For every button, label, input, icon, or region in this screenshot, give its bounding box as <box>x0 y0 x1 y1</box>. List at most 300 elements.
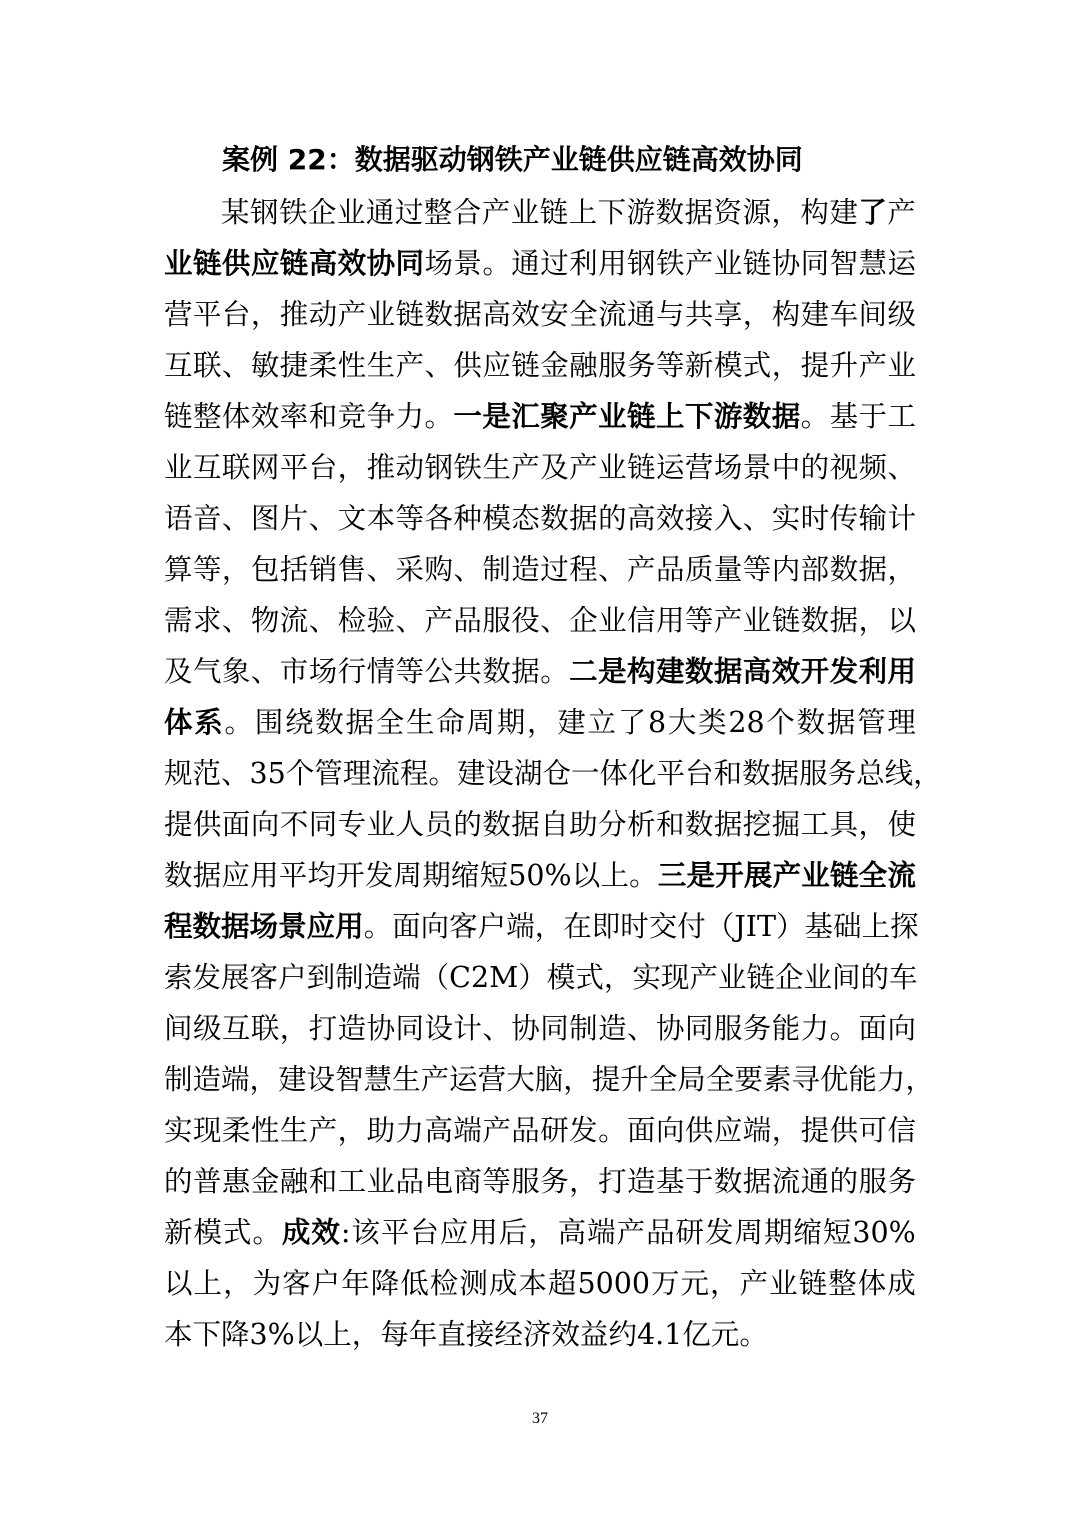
text-glyph: 数 <box>424 298 453 331</box>
text-glyph: 效 <box>551 1318 580 1351</box>
text-glyph: 升 <box>829 349 859 382</box>
text-glyph: 期 <box>763 1216 793 1249</box>
text-glyph: 提 <box>800 1114 830 1147</box>
text-glyph: 融 <box>569 349 598 382</box>
text-glyph: 。 <box>224 706 254 739</box>
text-glyph: 钢 <box>424 451 453 484</box>
text-glyph: 链 <box>279 247 309 280</box>
text-glyph: 产 <box>308 1114 338 1147</box>
text-glyph: 车 <box>888 961 918 994</box>
text-glyph: 工 <box>800 808 830 841</box>
text-glyph: 据 <box>713 808 743 841</box>
text-glyph: 协 <box>655 1012 685 1045</box>
text-glyph: 寻 <box>791 1063 820 1096</box>
text-glyph: 制 <box>164 1063 193 1096</box>
text-line <box>164 646 916 697</box>
text-line <box>164 1156 916 1207</box>
text-glyph: 面 <box>392 910 421 943</box>
text-glyph: 据 <box>713 655 743 688</box>
text-glyph: 一 <box>453 400 482 433</box>
text-glyph: 规 <box>164 757 193 790</box>
text-glyph: 同 <box>684 1012 714 1045</box>
text-glyph: 数 <box>742 757 771 790</box>
text-glyph: 企 <box>774 961 804 994</box>
text-glyph: 享 <box>713 298 743 331</box>
text-glyph: 用 <box>250 859 279 892</box>
text-glyph: 业 <box>598 451 627 484</box>
text-glyph: 户 <box>311 1267 341 1300</box>
text-glyph: 服 <box>511 1165 540 1198</box>
text-glyph: 实 <box>771 502 801 535</box>
text-glyph: 场 <box>249 910 279 943</box>
text-glyph: 惠 <box>221 1165 251 1198</box>
text-glyph: 周 <box>393 859 423 892</box>
text-glyph: 运 <box>449 1063 478 1096</box>
text-glyph: 、 <box>627 1012 656 1045</box>
text-glyph: 等 <box>395 655 425 688</box>
text-glyph: 同 <box>800 247 830 280</box>
text-glyph: 28 <box>728 706 765 739</box>
text-glyph: 元 <box>680 1267 710 1300</box>
text-glyph: 同 <box>395 1012 425 1045</box>
text-glyph: 上 <box>323 1318 352 1351</box>
text-glyph: 链 <box>829 859 859 892</box>
text-glyph: 降 <box>221 1318 250 1351</box>
text-glyph: 造 <box>627 1165 656 1198</box>
text-glyph: 发 <box>569 1114 598 1147</box>
text-glyph: ， <box>905 1063 934 1096</box>
text-glyph: 亿 <box>682 1318 711 1351</box>
text-glyph: 期 <box>422 859 451 892</box>
text-glyph: 互 <box>221 1012 251 1045</box>
text-glyph: 数 <box>482 655 511 688</box>
text-glyph: 造 <box>337 1012 367 1045</box>
text-glyph: 于 <box>684 1165 714 1198</box>
text-glyph: 成 <box>887 1267 916 1300</box>
text-glyph: 二 <box>569 655 598 688</box>
text-glyph: 语 <box>164 502 193 535</box>
text-glyph: 发 <box>364 859 394 892</box>
text-glyph: （ <box>705 910 735 943</box>
text-glyph: 聚 <box>540 400 569 433</box>
text-line <box>164 952 916 1003</box>
text-glyph: 命 <box>436 706 465 739</box>
case-heading: 案例 22：数据驱动钢铁产业链供应链高效协同 <box>222 143 803 176</box>
text-glyph: 应 <box>306 910 336 943</box>
text-glyph: 以 <box>164 1267 193 1300</box>
text-glyph: 35 <box>249 757 286 790</box>
text-glyph: 短 <box>479 859 509 892</box>
text-glyph: 服 <box>858 1165 888 1198</box>
text-glyph: ， <box>771 349 801 382</box>
text-glyph: 提 <box>800 349 830 382</box>
text-glyph: 下 <box>684 400 714 433</box>
text-glyph: 及 <box>164 655 193 688</box>
text-glyph: 低 <box>400 1267 429 1300</box>
text-glyph: 开 <box>715 859 744 892</box>
text-glyph: 、 <box>221 502 251 535</box>
text-glyph: 体 <box>857 1267 887 1300</box>
text-glyph: 缩 <box>450 859 480 892</box>
text-glyph: 。 <box>829 1012 859 1045</box>
text-glyph: 和 <box>713 757 743 790</box>
text-glyph: 联 <box>250 1012 280 1045</box>
text-glyph: 上 <box>655 400 685 433</box>
text-glyph: 大 <box>667 706 697 739</box>
text-glyph: 以 <box>887 604 916 637</box>
text-glyph: 车 <box>829 298 859 331</box>
text-glyph: 开 <box>800 655 830 688</box>
text-glyph: 汇 <box>511 400 540 433</box>
text-glyph: 钢 <box>249 196 279 229</box>
text-glyph: 铁 <box>453 451 482 484</box>
text-glyph: 链 <box>511 349 540 382</box>
text-line <box>164 901 919 952</box>
text-glyph: 网 <box>250 451 280 484</box>
text-glyph: 业 <box>801 859 830 892</box>
text-glyph: 全 <box>648 1063 678 1096</box>
text-glyph: 制 <box>335 961 364 994</box>
text-glyph: 的 <box>860 961 889 994</box>
text-glyph: 据 <box>770 757 800 790</box>
text-glyph: 智 <box>829 247 859 280</box>
text-glyph: 体 <box>221 400 251 433</box>
text-glyph: 力 <box>395 400 425 433</box>
text-glyph: 员 <box>424 808 453 841</box>
text-glyph: 基 <box>829 400 859 433</box>
text-glyph: 营 <box>477 1063 507 1096</box>
text-glyph: 模 <box>546 961 576 994</box>
text-glyph: 、 <box>308 502 338 535</box>
text-glyph: 直 <box>437 1318 466 1351</box>
text-glyph: 等 <box>482 1165 511 1198</box>
text-glyph: 场 <box>424 247 453 280</box>
text-glyph: （ <box>420 961 450 994</box>
text-glyph: 线 <box>884 757 914 790</box>
text-glyph: 全 <box>569 298 598 331</box>
text-glyph: 分 <box>598 808 627 841</box>
text-glyph: 周 <box>734 1216 763 1249</box>
text-glyph: 用 <box>598 247 627 280</box>
text-glyph: 是 <box>482 400 511 433</box>
text-glyph: 共 <box>453 655 482 688</box>
text-glyph: 的 <box>453 808 482 841</box>
text-glyph: 力 <box>395 1114 425 1147</box>
text-glyph: 平 <box>278 859 308 892</box>
text-line <box>164 187 916 238</box>
text-glyph: 提 <box>591 1063 621 1096</box>
text-glyph: 情 <box>366 655 396 688</box>
text-glyph: 铁 <box>278 196 308 229</box>
text-glyph: 研 <box>675 1216 705 1249</box>
text-line <box>164 799 916 850</box>
text-glyph: 供 <box>684 1114 714 1147</box>
text-glyph: 间 <box>858 298 888 331</box>
text-glyph: 端 <box>587 1216 616 1249</box>
text-glyph: 的 <box>829 1165 859 1198</box>
text-glyph: 普 <box>192 1165 222 1198</box>
text-glyph: 同 <box>308 808 338 841</box>
text-glyph: 供 <box>221 247 251 280</box>
text-glyph: 制 <box>482 553 511 586</box>
text-glyph: 到 <box>306 961 336 994</box>
text-glyph: ， <box>351 1318 381 1351</box>
text-glyph: 慧 <box>858 247 888 280</box>
text-glyph: 运 <box>655 451 685 484</box>
text-glyph: ， <box>603 961 633 994</box>
text-glyph: 业 <box>336 196 366 229</box>
text-glyph: 等 <box>395 502 425 535</box>
text-glyph: ， <box>223 1267 252 1300</box>
text-glyph: 户 <box>278 961 307 994</box>
text-glyph: 应 <box>713 1114 743 1147</box>
text-glyph: 构 <box>771 298 801 331</box>
text-glyph: 生 <box>406 706 435 739</box>
text-glyph: 链 <box>627 451 656 484</box>
text-glyph: 下 <box>192 1318 222 1351</box>
text-glyph: 。 <box>800 400 830 433</box>
text-glyph: ） <box>518 961 547 994</box>
text-glyph: 台 <box>410 1216 439 1249</box>
text-glyph: 以 <box>571 859 601 892</box>
text-glyph: 计 <box>453 1012 482 1045</box>
text-glyph: 发 <box>192 961 222 994</box>
text-glyph: 协 <box>366 1012 396 1045</box>
text-glyph: 片 <box>279 502 309 535</box>
text-glyph: 商 <box>453 1165 482 1198</box>
text-glyph: 造 <box>363 961 393 994</box>
text-glyph: 、 <box>395 604 425 637</box>
text-glyph: 部 <box>800 553 830 586</box>
text-glyph: 高 <box>424 1114 453 1147</box>
text-glyph: 高 <box>482 298 511 331</box>
text-glyph: 包 <box>250 553 280 586</box>
text-glyph: 造 <box>598 1012 627 1045</box>
text-glyph: 。 <box>629 859 658 892</box>
text-glyph: 模 <box>713 349 743 382</box>
text-glyph: 端 <box>221 1063 250 1096</box>
text-glyph: 自 <box>540 808 569 841</box>
text-glyph: 气 <box>192 655 222 688</box>
text-line <box>164 1054 934 1105</box>
text-glyph: 制 <box>569 1012 598 1045</box>
text-glyph: 流 <box>598 298 627 331</box>
text-glyph: 业 <box>598 604 627 637</box>
text-glyph: 端 <box>453 1114 482 1147</box>
text-glyph: 过 <box>540 553 569 586</box>
text-glyph: 产 <box>511 451 540 484</box>
text-glyph: 模 <box>193 1216 222 1249</box>
text-glyph: 建 <box>655 655 685 688</box>
text-line <box>164 493 916 544</box>
text-line <box>164 850 916 901</box>
text-glyph: 探 <box>890 910 919 943</box>
text-glyph: 效 <box>655 502 685 535</box>
text-glyph: 期 <box>496 706 526 739</box>
text-glyph: 采 <box>395 553 425 586</box>
text-glyph: 素 <box>762 1063 792 1096</box>
text-glyph: 应 <box>250 247 280 280</box>
text-glyph: 发 <box>829 655 859 688</box>
text-glyph: 计 <box>887 502 916 535</box>
text-glyph: 工 <box>337 1165 367 1198</box>
text-glyph: 通 <box>511 247 540 280</box>
text-glyph: 整 <box>192 400 222 433</box>
text-glyph: 程 <box>164 910 193 943</box>
text-glyph: 万 <box>650 1267 680 1300</box>
text-glyph: 大 <box>506 1063 535 1096</box>
text-glyph: 和 <box>308 400 338 433</box>
text-glyph: 据 <box>345 706 375 739</box>
text-glyph: 现 <box>192 1114 222 1147</box>
text-glyph: 。 <box>363 910 393 943</box>
text-glyph: 围 <box>254 706 284 739</box>
text-glyph: 求 <box>192 604 222 637</box>
text-glyph: 体 <box>164 706 193 739</box>
text-glyph: 平 <box>656 757 686 790</box>
text-glyph: 服 <box>598 349 627 382</box>
text-glyph: 现 <box>660 961 690 994</box>
text-glyph: 推 <box>279 298 309 331</box>
text-glyph: 效 <box>511 298 540 331</box>
text-glyph: 电 <box>424 1165 453 1198</box>
text-glyph: 音 <box>192 502 222 535</box>
text-glyph: 产 <box>689 961 718 994</box>
text-glyph: 供 <box>829 1114 859 1147</box>
text-glyph: 据 <box>221 910 250 943</box>
text-glyph: 构 <box>800 196 829 229</box>
text-glyph: 与 <box>655 298 685 331</box>
text-glyph: 展 <box>221 961 250 994</box>
text-glyph: 挖 <box>742 808 772 841</box>
text-glyph: 敏 <box>250 349 280 382</box>
text-glyph: 钢 <box>627 247 656 280</box>
text-glyph: 。 <box>428 757 457 790</box>
text-glyph: 营 <box>164 298 193 331</box>
text-glyph: 平 <box>380 1216 410 1249</box>
text-glyph: 成 <box>281 1216 311 1249</box>
text-glyph: 游 <box>626 196 656 229</box>
text-glyph: 链 <box>627 400 656 433</box>
text-glyph: 业 <box>717 961 747 994</box>
text-glyph: 业 <box>164 247 193 280</box>
text-glyph: JIT <box>734 910 777 943</box>
text-glyph: 开 <box>336 859 365 892</box>
text-glyph: 30% <box>852 1216 916 1249</box>
text-glyph: 慧 <box>363 1063 393 1096</box>
text-glyph: 、 <box>424 349 453 382</box>
text-glyph: 利 <box>569 247 598 280</box>
text-glyph: 间 <box>831 961 861 994</box>
text-glyph: 等 <box>742 553 772 586</box>
text-glyph: 个 <box>285 757 315 790</box>
text-glyph: 量 <box>713 553 743 586</box>
text-glyph: 了 <box>858 196 887 229</box>
text-glyph: 上 <box>600 859 629 892</box>
text-glyph: 数 <box>684 655 714 688</box>
text-glyph: 市 <box>279 655 309 688</box>
text-glyph: 等 <box>655 349 685 382</box>
text-glyph: 柔 <box>221 1114 251 1147</box>
text-glyph: 数 <box>742 400 772 433</box>
text-glyph: 及 <box>540 451 569 484</box>
text-glyph: 该 <box>351 1216 380 1249</box>
text-glyph: 索 <box>164 961 193 994</box>
text-glyph: 个 <box>766 706 795 739</box>
text-glyph: 式 <box>222 1216 252 1249</box>
text-glyph: 效 <box>311 1216 340 1249</box>
text-glyph: 检 <box>429 1267 459 1300</box>
text-glyph: ， <box>337 1114 367 1147</box>
text-glyph: 据 <box>569 502 598 535</box>
text-glyph: 间 <box>164 1012 193 1045</box>
text-glyph: 动 <box>308 298 338 331</box>
text-glyph: 。 <box>424 400 453 433</box>
text-glyph: 据 <box>684 196 714 229</box>
text-glyph: ， <box>771 1114 801 1147</box>
text-glyph: 基 <box>655 1165 685 1198</box>
text-glyph: 链 <box>798 1267 828 1300</box>
text-glyph: 游 <box>713 400 743 433</box>
text-glyph: 产 <box>684 247 714 280</box>
text-glyph: 高 <box>742 655 772 688</box>
text-glyph: 模 <box>482 502 511 535</box>
text-line <box>164 748 942 799</box>
text-glyph: 数 <box>829 553 859 586</box>
text-glyph: 50% <box>508 859 572 892</box>
text-glyph: 管 <box>857 706 886 739</box>
text-glyph: 设 <box>424 1012 453 1045</box>
text-glyph: 平 <box>192 298 222 331</box>
text-glyph: 链 <box>164 400 193 433</box>
text-glyph: 频 <box>858 451 888 484</box>
text-glyph: 需 <box>164 604 193 637</box>
text-glyph: 推 <box>366 451 396 484</box>
text-glyph: 的 <box>598 502 627 535</box>
text-glyph: 产 <box>420 1063 450 1096</box>
text-glyph: ， <box>563 1063 592 1096</box>
text-glyph: 景 <box>278 910 307 943</box>
text-glyph: 资 <box>713 196 742 229</box>
text-glyph: 质 <box>684 553 714 586</box>
text-glyph: 级 <box>192 1012 222 1045</box>
text-glyph: ， <box>858 808 888 841</box>
text-glyph: 建 <box>557 706 586 739</box>
text-glyph: ， <box>887 553 916 586</box>
text-glyph: 据 <box>742 1165 772 1198</box>
text-glyph: 实 <box>632 961 661 994</box>
text-glyph: 时 <box>800 502 830 535</box>
text-glyph: 打 <box>598 1165 627 1198</box>
text-glyph: 平 <box>279 451 309 484</box>
text-glyph: 缩 <box>793 1216 822 1249</box>
text-glyph: 业 <box>769 1267 798 1300</box>
text-glyph: 品 <box>511 1114 540 1147</box>
text-glyph: 供 <box>192 808 222 841</box>
text-glyph: 协 <box>366 247 396 280</box>
text-glyph: 应 <box>482 349 511 382</box>
text-glyph: 融 <box>279 1165 309 1198</box>
text-glyph: 设 <box>306 1063 336 1096</box>
text-glyph: 能 <box>848 1063 877 1096</box>
text-glyph: 力 <box>800 1012 830 1045</box>
text-glyph: 、 <box>221 757 250 790</box>
text-glyph: 局 <box>677 1063 706 1096</box>
text-glyph: 据 <box>826 706 856 739</box>
text-glyph: 数 <box>192 910 222 943</box>
text-glyph: 力 <box>876 1063 906 1096</box>
text-line <box>164 1003 916 1054</box>
